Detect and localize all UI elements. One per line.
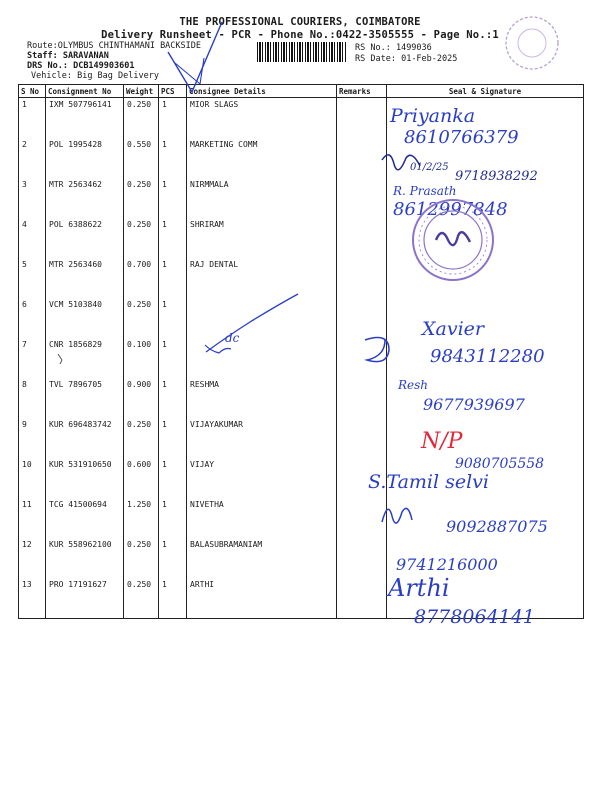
signature-row2-date: 01/2/25 [410, 162, 449, 173]
col-remarks: Remarks [337, 85, 387, 98]
table-row: 8 TVL 7896705 0.900 1 RESHMA [19, 378, 584, 418]
signature-row10-phone: 9080705558 [455, 456, 545, 472]
barcode [257, 42, 347, 62]
company-title: THE PROFESSIONAL COURIERS, COIMBATORE [179, 16, 421, 28]
not-present-mark: N/P [421, 429, 463, 454]
table-row: 9 KUR 696483742 0.250 1 VIJAYAKUMAR [19, 418, 584, 458]
rs-date: RS Date: 01-Feb-2025 [355, 54, 458, 64]
table-row: 3 MTR 2563462 0.250 1 NIRMMALA [19, 178, 584, 218]
table-row: 5 MTR 2563460 0.700 1 RAJ DENTAL [19, 258, 584, 298]
signature-row11-phone: 9092887075 [446, 517, 548, 536]
signature-row12-phone: 9741216000 [396, 555, 498, 574]
col-weight: Weight [124, 85, 159, 98]
col-consignment: Consignment No [46, 85, 124, 98]
signature-row3-phone: 8612997848 [393, 199, 508, 220]
col-consignee: Consignee Details [187, 85, 337, 98]
rs-number: RS No.: 1499036 [355, 43, 432, 53]
signature-row3-name: R. Prasath [393, 184, 457, 198]
table-header-row [19, 85, 584, 98]
table-row: 13 PRO 17191627 0.250 1 ARTHI [19, 578, 584, 619]
annotation-row6-dc: dc [225, 331, 240, 345]
table-row: 7 CNR 1856829 0.100 1 [19, 338, 584, 378]
table-row: 11 TCG 41500694 1.250 1 NIVETHA [19, 498, 584, 538]
table-row: 6 VCM 5103840 0.250 1 [19, 298, 584, 338]
route-line: Route:OLYMBUS CHINTHAMANI BACKSIDE [27, 41, 202, 51]
table-row: 12 KUR 558962100 0.250 1 BALASUBRAMANIAM [19, 538, 584, 578]
signature-row13-phone: 8778064141 [414, 606, 535, 628]
signature-row2-phone: 9718938292 [455, 169, 538, 184]
table-row: 4 POL 6388622 0.250 1 SHRIRAM [19, 218, 584, 258]
col-sno: S No [19, 85, 46, 98]
signature-row8-phone: 9677939697 [423, 395, 525, 414]
drs-line: DRS No.: DCB149903601 [27, 61, 135, 71]
vehicle-line: Vehicle: Big Bag Delivery [31, 71, 159, 81]
runsheet-subtitle: Delivery Runsheet - PCR - Phone No.:0422-3505555 - Page No.:1 [101, 29, 499, 41]
runsheet-table [18, 84, 584, 619]
col-seal-signature: Seal & Signature [387, 85, 584, 98]
signature-row7-name: Xavier [422, 318, 484, 340]
signature-row1-name: Priyanka [390, 105, 476, 127]
signature-row1-phone-text: 8610766379 [404, 127, 519, 148]
signature-row10-name: S.Tamil selvi [368, 471, 489, 493]
signature-row7-phone: 9843112280 [430, 346, 545, 367]
signature-row13-name: Arthi [388, 574, 450, 602]
col-pcs: PCS [159, 85, 187, 98]
table-row: 1 IXM 507796141 0.250 1 MIOR SLAGS [19, 98, 584, 139]
signature-row8-name: Resh [398, 378, 429, 392]
table-row: 2 POL 1995428 0.550 1 MARKETING COMM [19, 138, 584, 178]
staff-line: Staff: SARAVANAN [27, 51, 109, 61]
check-mark-scribble [175, 58, 204, 84]
table-row: 10 KUR 531910650 0.600 1 VIJAY [19, 458, 584, 498]
